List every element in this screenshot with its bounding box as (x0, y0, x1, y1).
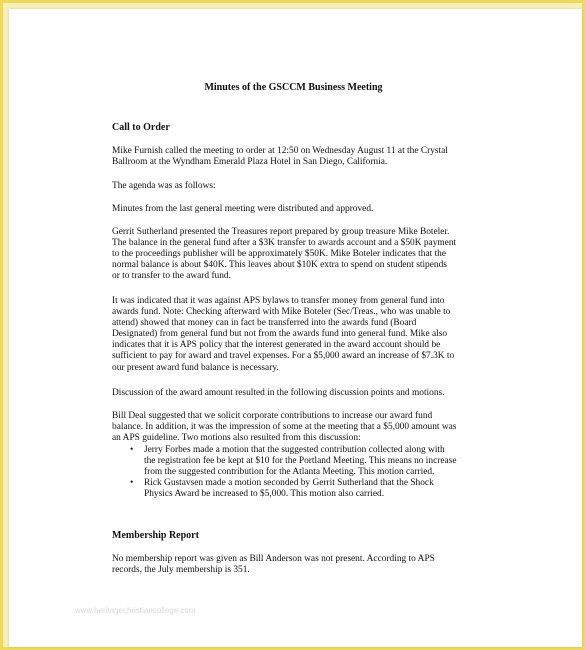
list-item (112, 445, 457, 478)
document-page (9, 9, 582, 647)
paragraph-corporate-contributions: Bill Deal suggested that we solicit corporate contributions to increase our award fund balance. In addition, it was the impression of some at the meeting that a $5,000 amount was an APS guideline. Two motions also resulted from this discussion: (112, 411, 457, 444)
paragraph-agenda: The agenda was as follows: (112, 181, 216, 191)
motion-text: Rick Gustavsen made a motion seconded by Gerrit Sutherland that the Shock Physics Award be increased to $5,000. This motion also carried. (144, 478, 434, 500)
paragraph-membership-report: No membership report was given as Bill Anderson was not present. According to APS records, the July membership is 351. (112, 554, 435, 576)
section-heading-membership: Membership Report (112, 530, 199, 541)
paragraph-call-to-order: Mike Furnish called the meeting to order at 12:50 on Wednesday August 11 at the Crystal Ballroom at the Wyndham Emerald Plaza Hotel in San Diego, California. (112, 146, 448, 168)
motion-list (112, 445, 457, 500)
watermark-text: www.heritagechristiancollege.com (75, 606, 196, 615)
bullet-icon: • (130, 445, 134, 455)
paragraph-aps-bylaws: It was indicated that it was against APS bylaws to transfer money from general fund into awards fund. Note: Checking afterward with Mike Boteler (Sec/Treas., who was unable to attend) showed that money can in fact be transferred into the awards fund (Board Designated) from general fund but not from the awards fund into general fund. Mike also indicates that it is APS policy that the interest generated in the award account should be sufficient to pay for award and travel expenses. For a $5,000 award an increase of $7.3K to our present award fund balance is necessary. (112, 296, 455, 373)
list-item (112, 478, 457, 500)
paragraph-minutes: Minutes from the last general meeting were distributed and approved. (112, 204, 374, 214)
section-heading-call-to-order: Call to Order (112, 122, 170, 133)
document-title: Minutes of the GSCCM Business Meeting (204, 82, 383, 93)
paragraph-treasurer-report: Gerrit Sutherland presented the Treasures report prepared by group treasure Mike Boteler. The balance in the general fund after a $3K transfer to awards account and a $50K payment to the proceedings publisher will be approximately $50K. Mike Boteler indicates that the normal balance is about $40K. This leaves about $10K extra to spend on student stipends or to transfer to the award fund. (112, 227, 457, 282)
motion-text: Jerry Forbes made a motion that the suggested contribution collected along with the registration fee be kept at $10 for the Portland Meeting. This means no increase from the suggested contribution for the Atlanta Meeting. This motion carried. (144, 445, 457, 478)
paragraph-award-discussion: Discussion of the award amount resulted in the following discussion points and motions. (112, 388, 445, 398)
bullet-icon: • (130, 478, 134, 489)
